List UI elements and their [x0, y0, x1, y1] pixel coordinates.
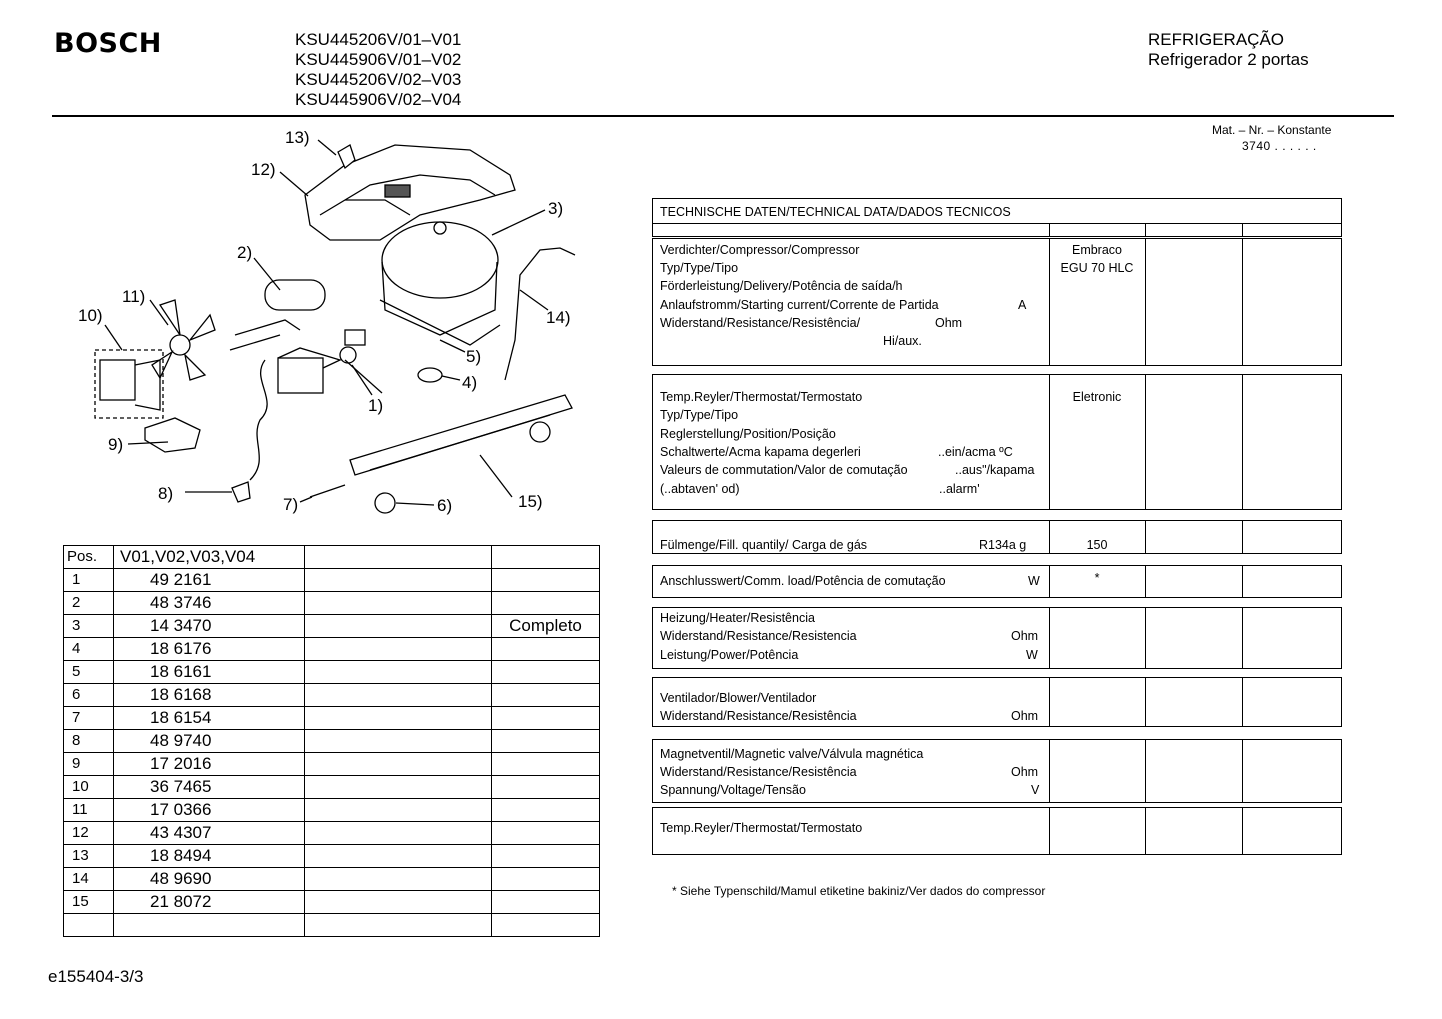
load-value: * [1094, 571, 1100, 585]
model-list [295, 30, 461, 110]
part-number: 48 9740 [114, 730, 305, 753]
callout-1: 1) [368, 396, 384, 415]
parts-header-row [64, 546, 600, 569]
part-empty [305, 730, 492, 753]
footnote: * Siehe Typenschild/Mamul etiketine bakiniz/Ver dados do compressor [672, 884, 1046, 898]
thermostat-value: Eletronic [1072, 390, 1122, 404]
part-empty [305, 822, 492, 845]
empty-cell [64, 914, 114, 937]
part-note [492, 868, 600, 891]
part-note [492, 592, 600, 615]
part-note [492, 569, 600, 592]
heater-l3-unit: W [1026, 648, 1038, 662]
subcategory: Refrigerador 2 portas [1148, 50, 1309, 69]
empty-cell [492, 914, 600, 937]
callout-10: 10) [78, 306, 103, 325]
blower-l1: Ventilador/Blower/Ventilador [660, 691, 817, 705]
compressor-l2: Typ/Type/Tipo [660, 261, 739, 275]
grommet-part [418, 368, 442, 382]
compressor-l5: Widerstand/Resistance/Resistência/ [660, 316, 861, 330]
part-note [492, 661, 600, 684]
tech-title-box [652, 198, 1342, 237]
compressor-l5-unit: Ohm [935, 316, 963, 330]
callout-15: 15) [518, 492, 543, 511]
parts-row [64, 638, 600, 661]
part-number: 18 6154 [114, 707, 305, 730]
fill-value: 150 [1086, 538, 1108, 552]
category-block [1148, 30, 1309, 70]
part-number: 14 3470 [114, 615, 305, 638]
parts-row [64, 799, 600, 822]
parts-row [64, 822, 600, 845]
thermostat2-section [652, 807, 1342, 855]
part-empty [305, 753, 492, 776]
part-number: 49 2161 [114, 569, 305, 592]
heater-l2: Widerstand/Resistance/Resistencia [660, 629, 857, 643]
heater-l2-unit: Ohm [1011, 629, 1039, 643]
thermostat-l1: Temp.Reyler/Thermostat/Termostato [660, 390, 863, 404]
parts-row [64, 891, 600, 914]
part-pos: 5 [64, 661, 114, 684]
parts-row [64, 845, 600, 868]
blower-section [652, 677, 1342, 727]
part-number: 48 3746 [114, 592, 305, 615]
part-empty [305, 615, 492, 638]
compressor-l3: Förderleistung/Delivery/Potência de saída/h [660, 279, 903, 293]
valve-l2-unit: Ohm [1011, 765, 1039, 779]
heater-section [652, 607, 1342, 669]
part-empty [305, 776, 492, 799]
part-empty [305, 845, 492, 868]
valve-l3-unit: V [1031, 783, 1040, 797]
part-note [492, 845, 600, 868]
thermostat-l6-unit: ..alarm' [939, 482, 980, 496]
compressor-part [380, 222, 500, 345]
callout-3: 3) [548, 199, 564, 218]
part-pos: 1 [64, 569, 114, 592]
part-empty [305, 799, 492, 822]
part-note [492, 776, 600, 799]
part-note [492, 891, 600, 914]
model-2: KSU445906V/01–V02 [295, 50, 462, 69]
part-pos: 13 [64, 845, 114, 868]
compressor-section [652, 238, 1342, 366]
mat-label: Mat. – Nr. – Konstante [1212, 123, 1332, 137]
callout-13: 13) [285, 128, 310, 147]
parts-row [64, 569, 600, 592]
part-number: 43 4307 [114, 822, 305, 845]
part-note [492, 822, 600, 845]
mat-value: 3740 . . . . . . [1242, 139, 1317, 153]
doc-code: e155404-3/3 [48, 967, 144, 986]
part-empty [305, 661, 492, 684]
part-number: 21 8072 [114, 891, 305, 914]
thermostat-l4: Schaltwerte/Acma kapama degerleri [660, 445, 861, 459]
callout-2: 2) [237, 243, 253, 262]
part-number: 48 9690 [114, 868, 305, 891]
part-number: 18 8494 [114, 845, 305, 868]
part-note: Completo [492, 615, 600, 638]
part-pos: 10 [64, 776, 114, 799]
compressor-brand: Embraco [1071, 243, 1123, 257]
header-empty-1 [305, 546, 492, 569]
part-note [492, 638, 600, 661]
parts-row [64, 776, 600, 799]
valve-l1: Magnetventil/Magnetic valve/Válvula magnética [660, 747, 924, 761]
fan-motor-part [95, 350, 163, 418]
brand-logo: BOSCH [54, 28, 162, 59]
part-number: 17 2016 [114, 753, 305, 776]
compressor-l1: Verdichter/Compressor/Compressor [660, 243, 860, 257]
part-pos: 4 [64, 638, 114, 661]
load-section [652, 565, 1342, 598]
callout-5: 5) [466, 347, 482, 366]
compressor-l6: Hi/aux. [883, 334, 922, 348]
callout-14: 14) [546, 308, 571, 327]
part-pos: 15 [64, 891, 114, 914]
header-versions: V01,V02,V03,V04 [114, 546, 305, 569]
callout-6: 6) [437, 496, 453, 515]
part-number: 18 6176 [114, 638, 305, 661]
part-pos: 7 [64, 707, 114, 730]
exploded-diagram [60, 120, 620, 520]
part-pos: 9 [64, 753, 114, 776]
parts-row [64, 753, 600, 776]
part-note [492, 799, 600, 822]
callout-4: 4) [462, 373, 478, 392]
header-empty-2 [492, 546, 600, 569]
fill-section [652, 520, 1342, 554]
model-3: KSU445206V/02–V03 [295, 70, 462, 89]
plug-part [232, 482, 250, 502]
thermostat-l5: Valeurs de commutation/Valor de comutação [660, 463, 908, 477]
model-4: KSU445906V/02–V04 [295, 90, 462, 109]
parts-row [64, 615, 600, 638]
valve-l2: Widerstand/Resistance/Resistência [660, 765, 857, 779]
parts-row [64, 661, 600, 684]
empty-cell [305, 914, 492, 937]
blower-l2: Widerstand/Resistance/Resistência [660, 709, 857, 723]
part-number: 18 6161 [114, 661, 305, 684]
fill-label: Fülmenge/Fill. quantily/ Carga de gás [660, 538, 868, 552]
relay-part [250, 330, 365, 480]
parts-row [64, 592, 600, 615]
mat-constant [1212, 122, 1331, 154]
load-label: Anschlusswert/Comm. load/Potência de comutação [660, 574, 946, 588]
part-pos: 14 [64, 868, 114, 891]
thermostat-section [652, 374, 1342, 510]
valve-section [652, 739, 1342, 803]
part-pos: 8 [64, 730, 114, 753]
load-unit: W [1028, 574, 1040, 588]
part-empty [305, 707, 492, 730]
callout-12: 12) [251, 160, 276, 179]
part-note [492, 684, 600, 707]
part-pos: 6 [64, 684, 114, 707]
parts-row [64, 730, 600, 753]
tech-title: TECHNISCHE DATEN/TECHNICAL DATA/DADOS TECNICOS [660, 205, 1011, 219]
callout-8: 8) [158, 484, 174, 503]
bracket-part [145, 418, 200, 452]
callout-9: 9) [108, 435, 124, 454]
capacitor-part [230, 280, 325, 350]
part-number: 36 7465 [114, 776, 305, 799]
thermostat-l2: Typ/Type/Tipo [660, 408, 739, 422]
compressor-l4-unit: A [1018, 298, 1027, 312]
header-divider [52, 115, 1394, 117]
part-pos: 2 [64, 592, 114, 615]
thermostat-l3: Reglerstellung/Position/Posição [660, 427, 836, 441]
callout-11: 11) [122, 287, 146, 306]
part-number: 17 0366 [114, 799, 305, 822]
thermostat2-l1: Temp.Reyler/Thermostat/Termostato [660, 821, 863, 835]
parts-table [63, 545, 600, 937]
part-empty [305, 569, 492, 592]
cover-part [305, 145, 515, 240]
fan-part [152, 300, 215, 380]
thermostat-l5-unit: ..aus"/kapama [955, 463, 1035, 477]
category: REFRIGERAÇÃO [1148, 30, 1285, 49]
pin-part [310, 485, 345, 497]
part-pos: 11 [64, 799, 114, 822]
part-empty [305, 684, 492, 707]
compressor-l4: Anlaufstromm/Starting current/Corrente de Partida [660, 298, 939, 312]
part-empty [305, 592, 492, 615]
part-number: 18 6168 [114, 684, 305, 707]
part-empty [305, 891, 492, 914]
header-pos: Pos. [64, 546, 114, 569]
empty-cell [114, 914, 305, 937]
compressor-type: EGU 70 HLC [1060, 261, 1134, 275]
model-1: KSU445206V/01–V01 [295, 30, 462, 49]
part-empty [305, 638, 492, 661]
part-note [492, 753, 600, 776]
part-pos: 3 [64, 615, 114, 638]
thermostat-l6: (..abtaven' od) [660, 482, 740, 496]
part-note [492, 707, 600, 730]
blower-l2-unit: Ohm [1011, 709, 1039, 723]
parts-row [64, 707, 600, 730]
parts-row-empty [64, 914, 600, 937]
part-note [492, 730, 600, 753]
valve-l3: Spannung/Voltage/Tensão [660, 783, 806, 797]
heater-l3: Leistung/Power/Potência [660, 648, 799, 662]
callout-7: 7) [283, 495, 299, 514]
part-empty [305, 868, 492, 891]
fill-unit: R134a g [979, 538, 1027, 552]
heater-l1: Heizung/Heater/Resistência [660, 611, 815, 625]
part-pos: 12 [64, 822, 114, 845]
parts-row [64, 868, 600, 891]
thermostat-l4-unit: ..ein/acma ºC [938, 445, 1013, 459]
parts-row [64, 684, 600, 707]
